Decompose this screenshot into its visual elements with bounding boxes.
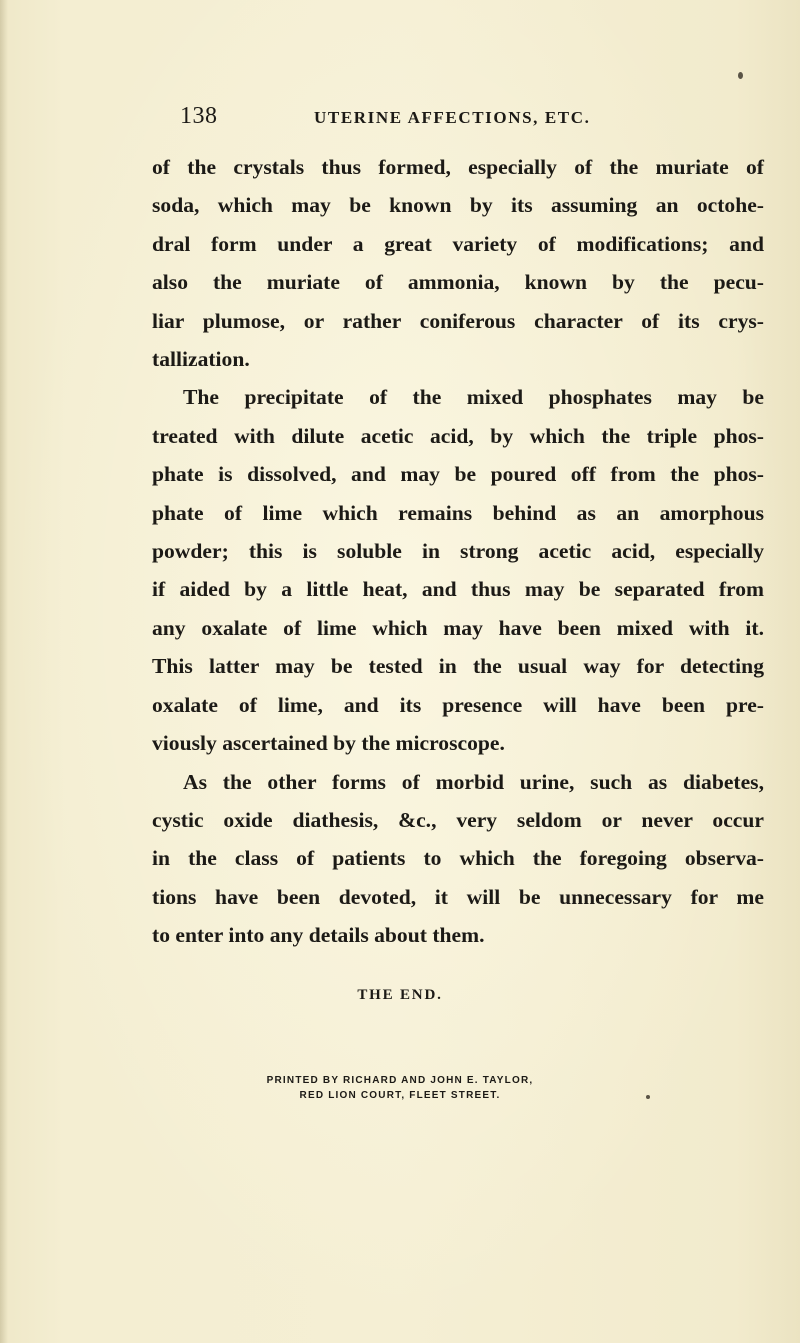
text-line: phate of lime which remains behind as an amorphous (152, 500, 764, 525)
paragraph-1 (152, 148, 764, 378)
text-line: soda, which may be known by its assuming an octohe- (152, 193, 764, 218)
colophon-line-1: PRINTED BY RICHARD AND JOHN E. TAYLOR, (266, 1075, 534, 1086)
text-line: As the other forms of morbid urine, such as diabetes, (183, 769, 764, 794)
printer-colophon (0, 1073, 800, 1103)
text-line: powder; this is soluble in strong acetic acid, especially (152, 539, 764, 564)
text-line: of the crystals thus formed, especially of the muriate of (152, 155, 764, 179)
the-end-heading: THE END. (357, 987, 443, 1003)
text-line: tions have been devoted, it will be unnecessary for me (152, 884, 764, 909)
text-line: viously ascertained by the microscope. (152, 731, 505, 756)
page-number: 138 (180, 103, 218, 129)
gutter-shadow (0, 0, 8, 1343)
text-line: any oxalate of lime which may have been mixed with it. (152, 615, 764, 640)
text-line: tallization. (152, 347, 250, 372)
paragraph-2 (152, 378, 764, 762)
colophon-line-2: RED LION COURT, FLEET STREET. (299, 1090, 501, 1101)
text-line: treated with dilute acetic acid, by which the triple phos- (152, 423, 764, 448)
text-line: phate is dissolved, and may be poured off from the phos- (152, 462, 764, 487)
text-line: liar plumose, or rather coniferous character of its crys- (152, 308, 764, 333)
paragraph-3 (152, 763, 764, 955)
text-line: The precipitate of the mixed phosphates may be (183, 385, 764, 410)
text-line: also the muriate of ammonia, known by the pecu- (152, 270, 764, 295)
body-text (152, 148, 764, 955)
text-line: cystic oxide diathesis, &c., very seldom or never occur (152, 807, 764, 832)
page-header (0, 103, 800, 133)
running-head: UTERINE AFFECTIONS, ETC. (314, 108, 591, 127)
paper-speck (738, 72, 743, 79)
text-line: to enter into any details about them. (152, 923, 485, 948)
text-line: This latter may be tested in the usual way for detecting (152, 654, 764, 679)
text-line: if aided by a little heat, and thus may be separated from (152, 577, 764, 602)
text-line: oxalate of lime, and its presence will have been pre- (152, 692, 764, 717)
paper-speck (646, 1095, 650, 1099)
text-line: in the class of patients to which the foregoing observa- (152, 846, 764, 871)
text-line: dral form under a great variety of modifications; and (152, 231, 764, 256)
